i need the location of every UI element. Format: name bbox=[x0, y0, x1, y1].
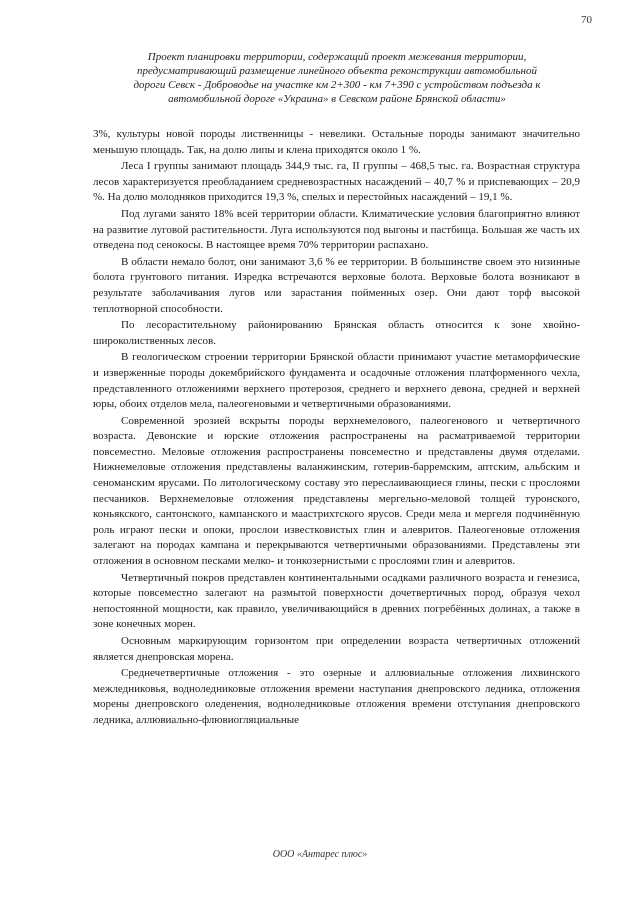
paragraph: В области немало болот, они занимают 3,6 % ее территории. В большинстве своем это низинные болота грунтового питания. Изредка встречаются верховые болота. Верховые болота возникают в результате заболачивания лугов или зарастания пойменных озер. Они дают торф высокой теплотворной способности. bbox=[93, 255, 580, 315]
page-number: 70 bbox=[581, 14, 592, 26]
header-line: Проект планировки территории, содержащий проект межевания территории, bbox=[147, 51, 527, 63]
header-line: дороги Севск - Доброводье на участке км 2+300 - км 7+390 с устройством подъезда к bbox=[133, 79, 541, 91]
paragraph: По лесорастительному районированию Брянская область относится к зоне хвойно-широколиственных лесов. bbox=[93, 319, 580, 347]
document-header bbox=[100, 50, 574, 106]
paragraph: В геологическом строении территории Брянской области принимают участие метаморфические и изверженные породы докембрийского фундамента и осадочные отложения платформенного чехла, представленного отложениями верхнего протерозоя, среднего и верхнего девона, средней и верхней юры, обоих отделов мела, палеогеновыми и четвертичными образованиями. bbox=[93, 351, 580, 411]
header-line: автомобильной дороге «Украина» в Севском районе Брянской области» bbox=[168, 93, 506, 105]
paragraph: Под лугами занято 18% всей территории области. Климатические условия благоприятно влияют на развитие луговой растительности. Луга используются под выгоны и пастбища. Большая же часть их отведена под сенокосы. В настоящее время 70% территории распахано. bbox=[93, 207, 580, 252]
footer-company: ООО «Антарес плюс» bbox=[272, 849, 368, 860]
paragraph: Среднечетвертичные отложения - это озерные и аллювиальные отложения лихвинского межледниковья, водноледниковые отложения времени наступания днепровского ледника, отложения морены днепровского оледенения, водноледниковые отложения времени отступания днепровского ледника, аллювиально-флювиогляциальные bbox=[93, 667, 580, 726]
paragraph: Основным маркирующим горизонтом при определении возраста четвертичных отложений является днепровская морена. bbox=[93, 635, 580, 663]
paragraph: Леса I группы занимают площадь 344,9 тыс. га, II группы – 468,5 тыс. га. Возрастная структура лесов характеризуется преобладанием средневозрастных насаждений – 40,7 % и приспевающих – 20,9 %. На долю молодняков приходится 19,3 %, спелых и перестойных насаждений – 19,1 %. bbox=[93, 160, 580, 204]
paragraph: Четвертичный покров представлен континентальными осадками различного возраста и генезиса, которые повсеместно залегают на размытой поверхности дочетвертичных пород, образуя чехол непостоянной мощности, как правило, увеличивающийся в древних погребённых долинах, а также в зоне конечных морен. bbox=[93, 571, 580, 631]
paragraph: Современной эрозией вскрыты породы верхнемелового, палеогенового и четвертичного возраста. Девонские и юрские отложения распространены на расматриваемой территории повсеместно. Меловые отложения распространены повсеместно и представлены двумя отделами. Нижнемеловые отложения представлены валанжинским, готерив-барремским, аптским, альбским и сеноманским ярусами. По литологическому составу это переслаивающиеся глины, пески с прослоями песчаников. Верхнемеловые отложения представлены мергельно-меловой толщей туронского, коньякского, сантонского, кампанского и маастрихтского ярусов. Среди мела и мергеля подчинённую роль играют пески и опоки, прослои известковистых глин и алевритов. Палеогеновые отложения залегают на породах кампана и перекрываются четвертичными образованиями. Представлены эти отложения в основном песками мелко- и тонкозернистыми с прослоями глин и алевритов. bbox=[93, 414, 580, 568]
body-text bbox=[93, 127, 580, 730]
paragraph: 3%, культуры новой породы лиственницы - невелики. Остальные породы занимают значительно меньшую площадь. Так, на долю липы и клена приходятся около 1 %. bbox=[93, 128, 580, 156]
header-line: предусматривающий размещение линейного объекта реконструкции автомобильной bbox=[137, 65, 537, 77]
